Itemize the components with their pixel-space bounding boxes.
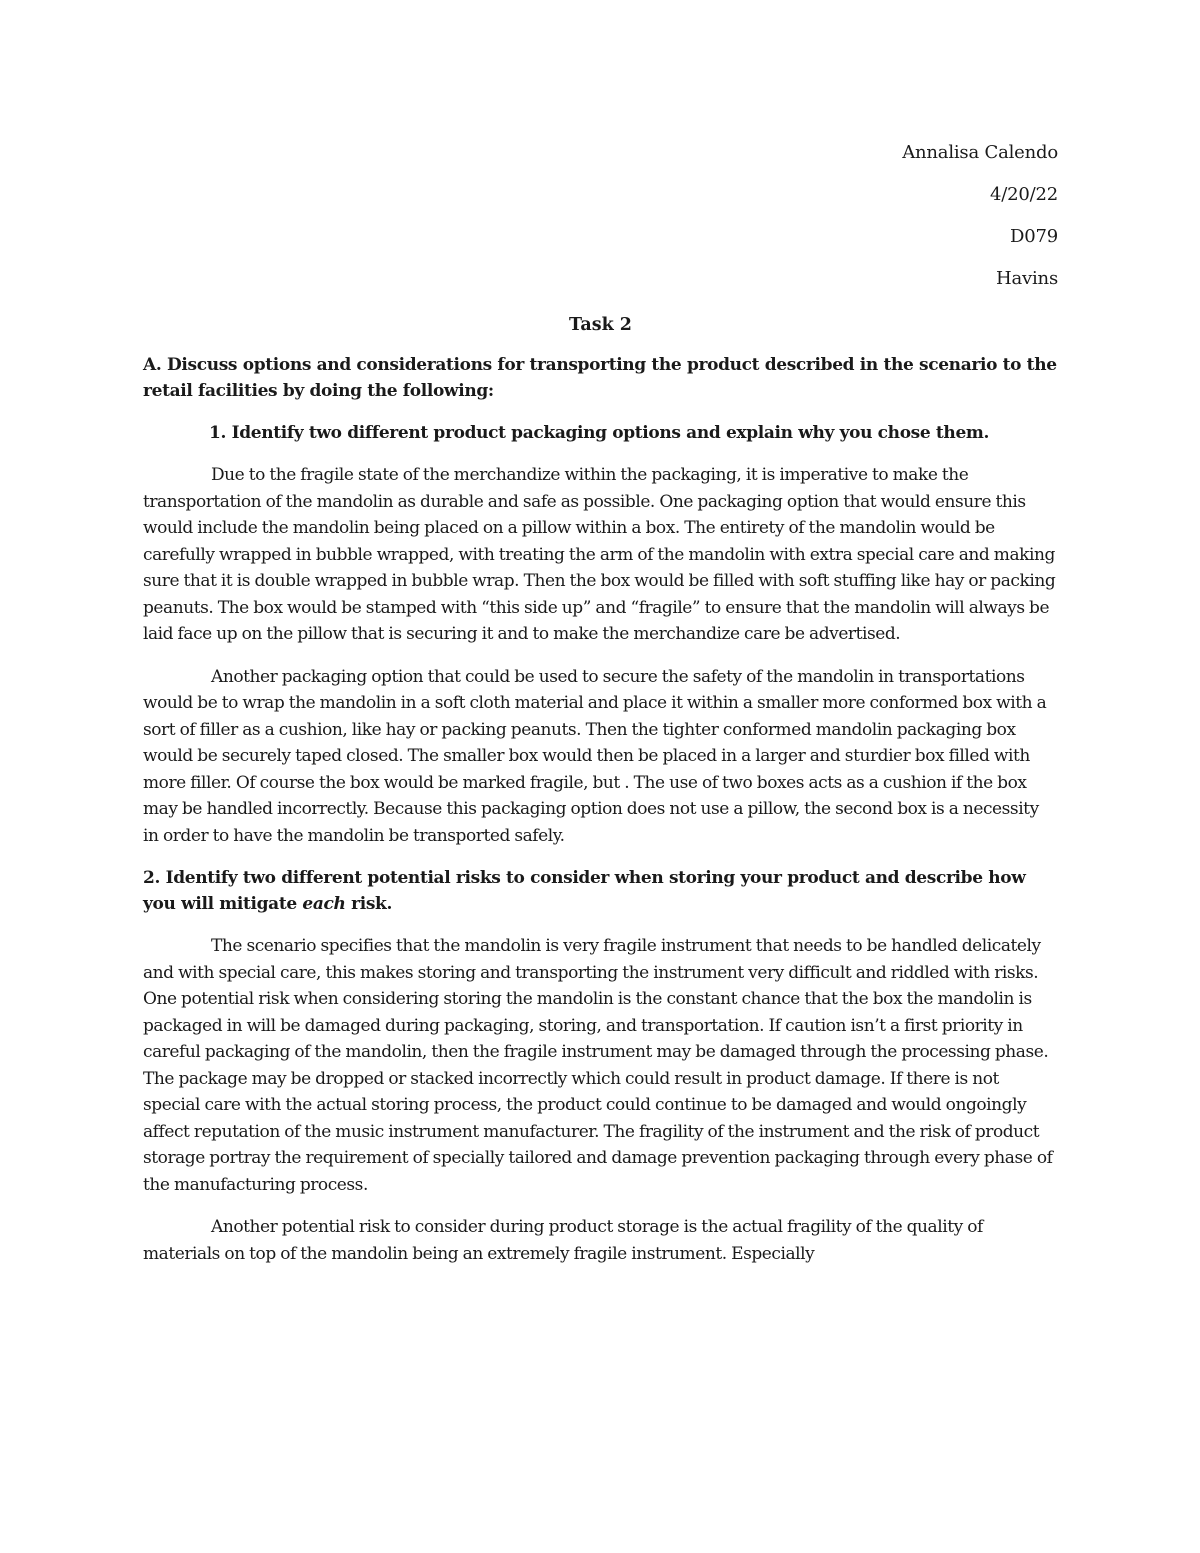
part-2-heading-emphasis: each	[302, 894, 346, 914]
part-2-heading-end: risk.	[345, 894, 393, 914]
part-1-heading-text: 1. Identify two different product packaging options and explain why you chose them.	[209, 423, 990, 443]
instructor-name: Havins	[996, 268, 1058, 289]
part-2-paragraph: Another potential risk to consider during product storage is the actual fragility of the quality of materials on top of the mandolin being an extremely fragile instrument. Especially	[143, 1217, 983, 1264]
part-2-paragraph: The scenario specifies that the mandolin is very fragile instrument that needs to be handled delicately and with special care, this makes storing and transporting the instrument very difficult and riddled with risks. One potential risk when considering storing the mandolin is the constant chance that the box the mandolin is packaged in will be damaged during packaging, storing, and transportation. If caution isn’t a first priority in careful packaging of the mandolin, then the fragile instrument may be damaged through the processing phase. The package may be dropped or stacked incorrectly which could result in product damage. If there is not special care with the actual storing process, the product could continue to be damaged and would ongoingly affect reputation of the music instrument manufacturer. The fragility of the instrument and the risk of product storage portray the requirement of specially tailored and damage prevention packaging through every phase of the manufacturing process.	[143, 936, 1053, 1195]
part-1-paragraph: Due to the fragile state of the merchandize within the packaging, it is imperative to make the transportation of the mandolin as durable and safe as possible. One packaging option that would ensure this would include the mandolin being placed on a pillow within a box. The entirety of the mandolin would be carefully wrapped in bubble wrapped, with treating the arm of the mandolin with extra special care and making sure that it is double wrapped in bubble wrap. Then the box would be filled with soft stuffing like hay or packing peanuts. The box would be stamped with “this side up” and “fragile” to ensure that the mandolin will always be laid face up on the pillow that is securing it and to make the merchandize care be advertised.	[143, 465, 1056, 644]
part-2-heading-text: 2. Identify two different potential risks to consider when storing your product and describe how you will mitigate	[143, 868, 1026, 914]
submission-date: 4/20/22	[990, 184, 1058, 205]
author-name: Annalisa Calendo	[902, 142, 1058, 163]
part-2-heading	[143, 865, 1058, 917]
page-title: Task 2	[569, 315, 632, 335]
document-content	[143, 140, 1058, 1283]
part-1-heading	[143, 420, 1058, 446]
part-1-paragraph: Another packaging option that could be used to secure the safety of the mandolin in transportations would be to wrap the mandolin in a soft cloth material and place it within a smaller more conformed box with a sort of filler as a cushion, like hay or packing peanuts. Then the tighter conformed mandolin packaging box would be securely taped closed. The smaller box would then be placed in a larger and sturdier box filled with more filler. Of course the box would be marked fragile, but . The use of two boxes acts as a cushion if the box may be handled incorrectly. Because this packaging option does not use a pillow, the second box is a necessity in order to have the mandolin be transported safely.	[143, 666, 1047, 846]
course-code: D079	[1010, 226, 1058, 247]
section-a-heading: A. Discuss options and considerations for transporting the product described in the scenario to the retail facilities by doing the following:	[143, 355, 1057, 401]
